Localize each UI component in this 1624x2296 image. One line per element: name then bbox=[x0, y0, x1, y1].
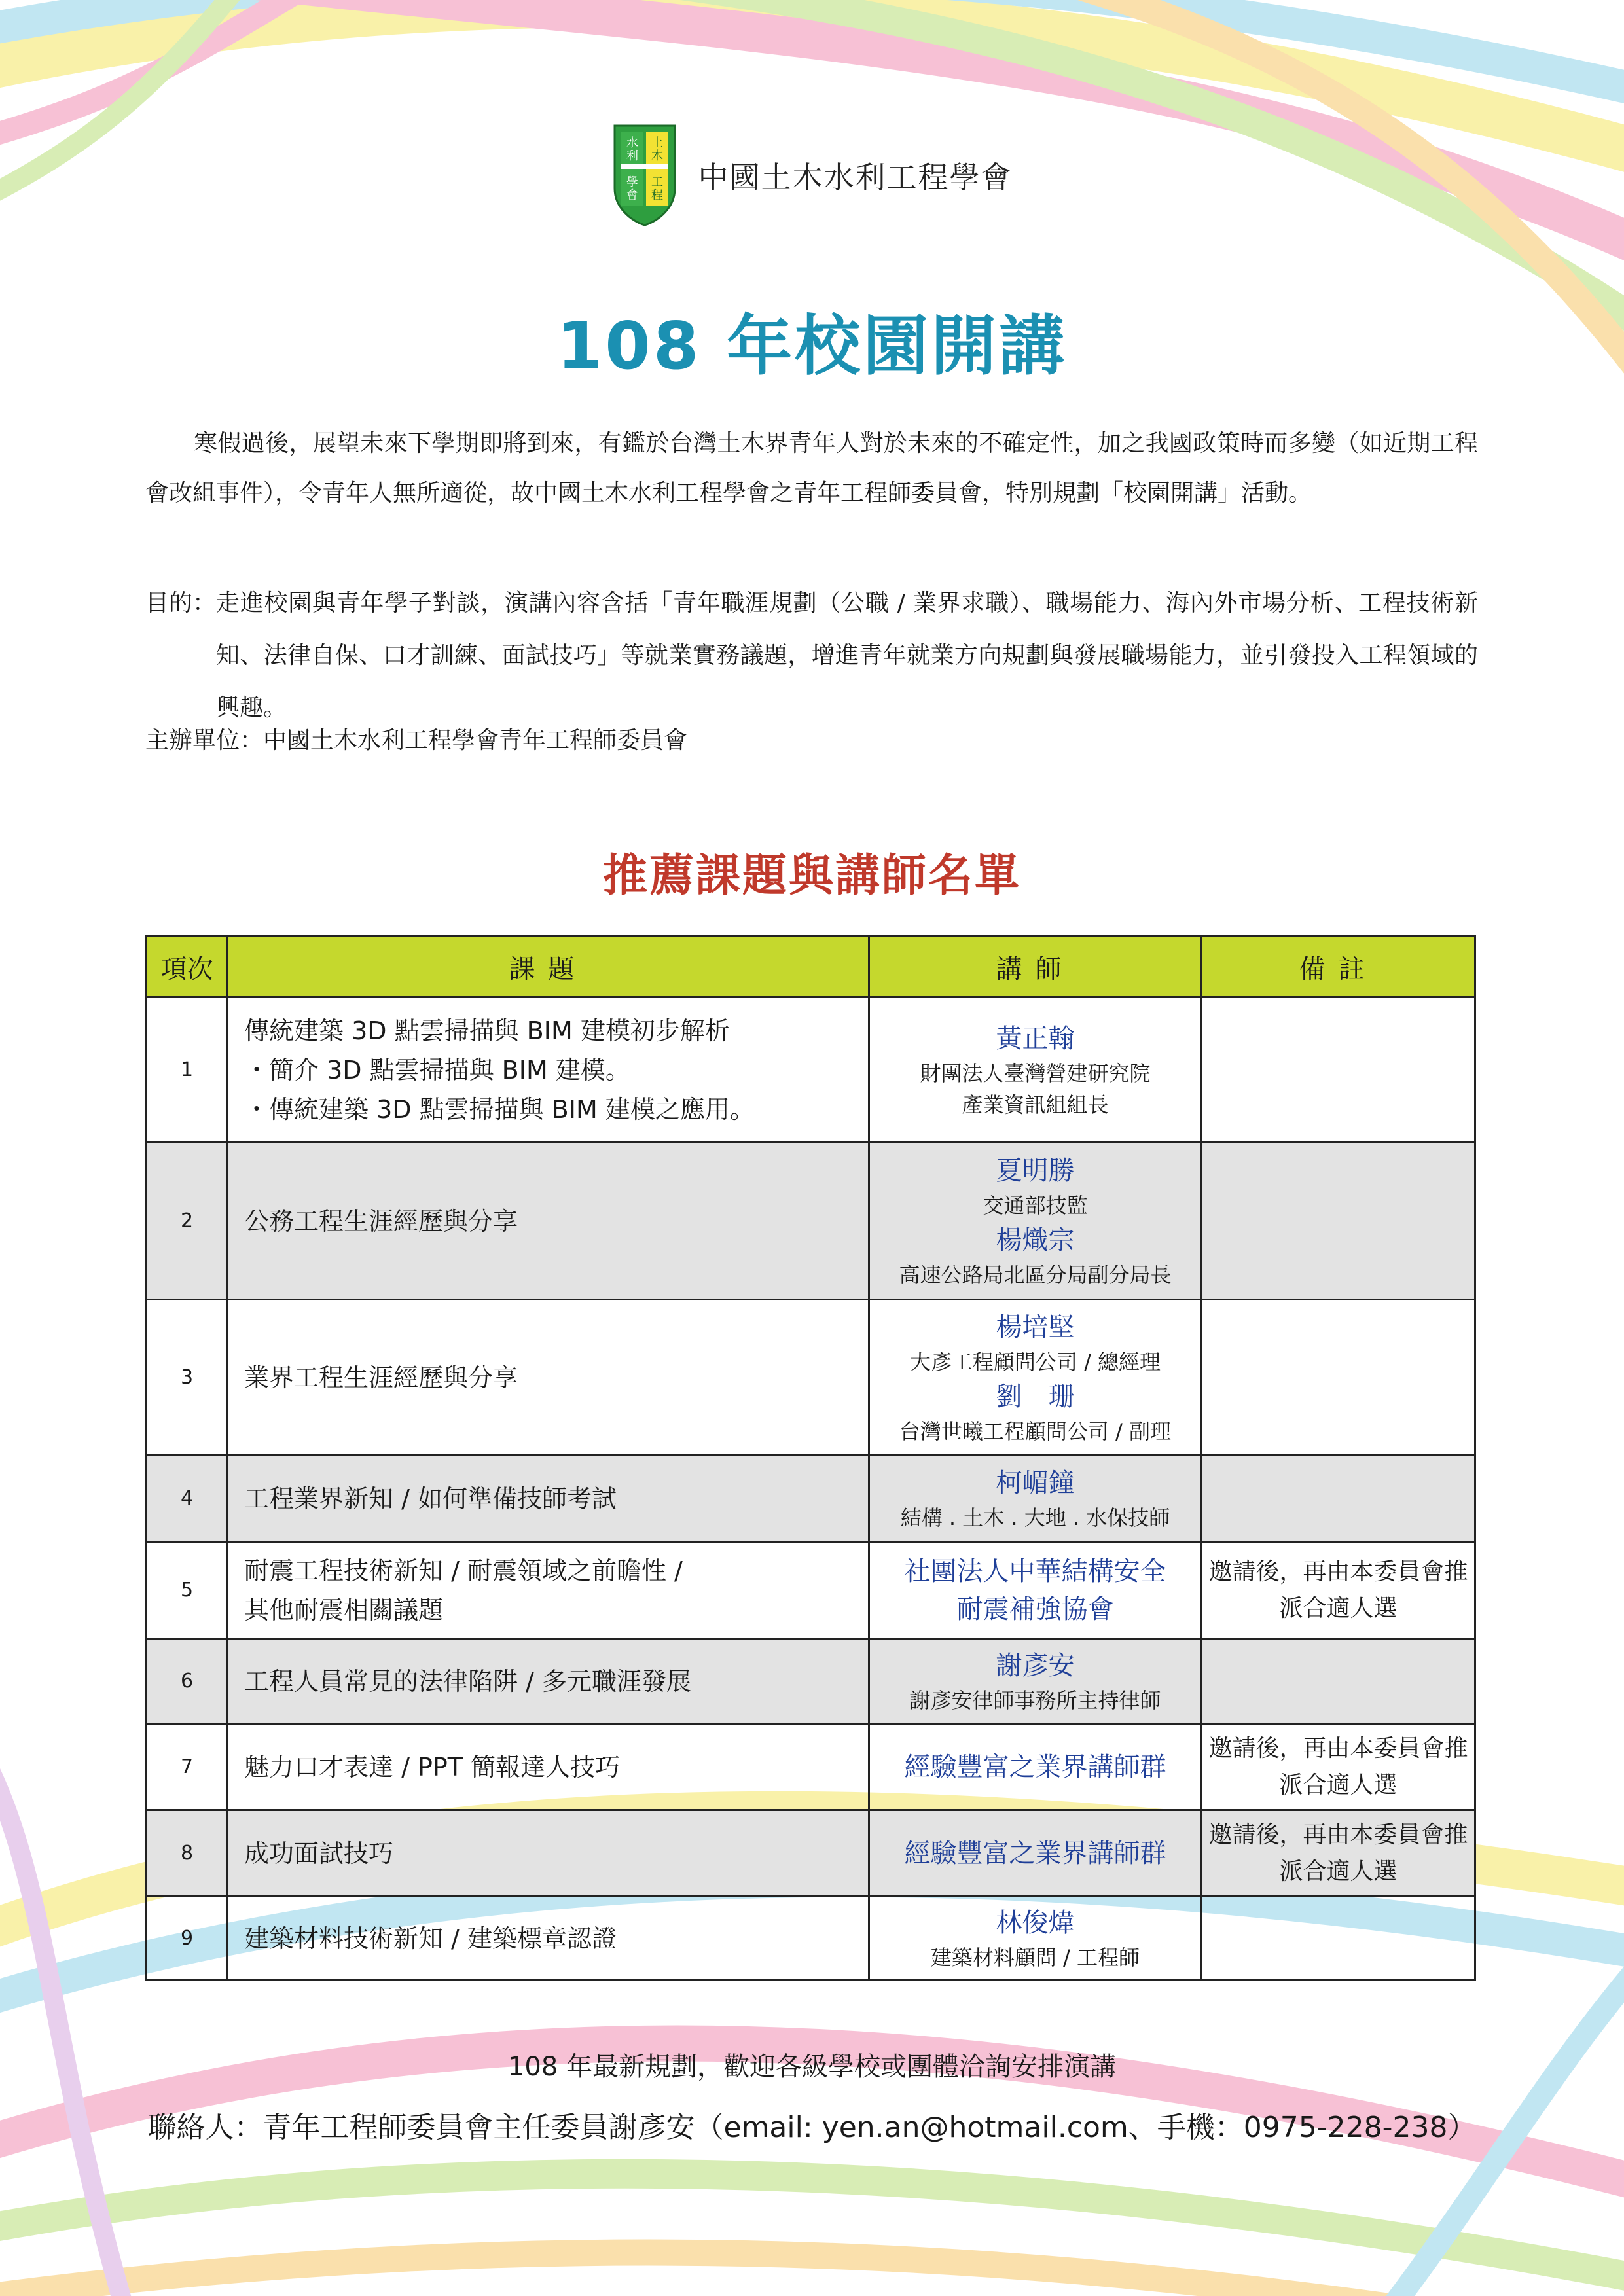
speaker-title: 交通部技監 bbox=[983, 1193, 1088, 1218]
row-no: 9 bbox=[147, 1897, 228, 1981]
row-topic: 工程業界新知 / 如何準備技師考試 bbox=[228, 1456, 869, 1542]
topic-line: 傳統建築 3D 點雲掃描與 BIM 建模初步解析 bbox=[244, 1016, 730, 1045]
speaker-title: 高速公路局北區分局副分局長 bbox=[899, 1262, 1172, 1287]
speaker-name: 耐震補強協會 bbox=[956, 1594, 1114, 1624]
row-speaker bbox=[869, 1897, 1202, 1981]
org-header bbox=[0, 123, 1624, 228]
table-row bbox=[147, 1810, 1475, 1897]
page-title: 108 年校園開講 bbox=[556, 308, 1068, 384]
svg-text:工: 工 bbox=[651, 175, 663, 189]
svg-text:土: 土 bbox=[651, 136, 663, 150]
host-organizer: 主辦單位：中國土木水利工程學會青年工程師委員會 bbox=[145, 727, 688, 754]
speaker-name: 社團法人中華結構安全 bbox=[904, 1556, 1166, 1587]
header-speaker: 講師 bbox=[869, 937, 1202, 997]
purpose-section bbox=[145, 577, 1478, 734]
row-note: 邀請後，再由本委員會推派合適人選 bbox=[1202, 1810, 1475, 1897]
svg-text:木: 木 bbox=[651, 149, 663, 163]
speaker-name: 林俊煒 bbox=[996, 1907, 1075, 1938]
row-topic: 業界工程生涯經歷與分享 bbox=[228, 1300, 869, 1456]
row-topic bbox=[228, 997, 869, 1143]
row-speaker bbox=[869, 1143, 1202, 1300]
svg-text:水: 水 bbox=[626, 136, 638, 150]
row-topic: 建築材料技術新知 / 建築標章認證 bbox=[228, 1897, 869, 1981]
row-no: 5 bbox=[147, 1542, 228, 1639]
speaker-name: 謝彥安 bbox=[996, 1650, 1075, 1681]
row-note bbox=[1202, 1639, 1475, 1724]
footer-contact: 聯絡人：青年工程師委員會主任委員謝彥安（email: yen.an@hotmail.com、手機：0975-228-238） bbox=[147, 2111, 1477, 2144]
table-row bbox=[147, 1897, 1475, 1981]
table-row bbox=[147, 1542, 1475, 1639]
row-speaker bbox=[869, 1810, 1202, 1897]
row-speaker bbox=[869, 1456, 1202, 1542]
row-speaker bbox=[869, 1300, 1202, 1456]
row-note bbox=[1202, 1300, 1475, 1456]
speaker-title: 大彥工程顧問公司 / 總經理 bbox=[909, 1349, 1161, 1374]
table-row bbox=[147, 997, 1475, 1143]
row-topic: 公務工程生涯經歷與分享 bbox=[228, 1143, 869, 1300]
intro-paragraph bbox=[145, 419, 1478, 518]
row-topic: 魅力口才表達 / PPT 簡報達人技巧 bbox=[228, 1724, 869, 1810]
topic-line: 其他耐震相關議題 bbox=[244, 1595, 444, 1624]
table-row bbox=[147, 1143, 1475, 1300]
intro-text: 寒假過後，展望未來下學期即將到來，有鑑於台灣土木界青年人對於未來的不確定性，加之我國政策時而多變（如近期工程會改組事件），令青年人無所適從，故中國土木水利工程學會之青年工程師委員會，特別規劃「校園開講」活動。 bbox=[145, 430, 1478, 507]
row-note bbox=[1202, 997, 1475, 1143]
topics-table bbox=[145, 935, 1476, 1981]
speaker-name: 柯嵋鐘 bbox=[996, 1467, 1075, 1498]
speaker-name: 楊熾宗 bbox=[996, 1225, 1075, 1255]
row-no: 8 bbox=[147, 1810, 228, 1897]
speaker-name: 劉 珊 bbox=[996, 1381, 1075, 1412]
speaker-name: 經驗豐富之業界講師群 bbox=[904, 1751, 1166, 1782]
purpose-text: 走進校園與青年學子對談，演講內容含括「青年職涯規劃（公職 / 業界求職）、職場能力、海內外市場分析、工程技術新知、法律自保、口才訓練、面試技巧」等就業實務議題，增進青年就業方向規劃與發展職場能力，並引發投入工程領域的興趣。 bbox=[216, 590, 1478, 721]
footer-invite: 108 年最新規劃，歡迎各級學校或團體洽詢安排演講 bbox=[507, 2052, 1117, 2082]
section-title: 推薦課題與講師名單 bbox=[602, 850, 1021, 902]
speaker-name: 夏明勝 bbox=[996, 1155, 1075, 1186]
svg-text:學: 學 bbox=[626, 175, 638, 189]
header-topic: 課題 bbox=[228, 937, 869, 997]
table-row bbox=[147, 1724, 1475, 1810]
speaker-name: 楊培堅 bbox=[996, 1312, 1075, 1342]
svg-text:程: 程 bbox=[651, 188, 663, 202]
table-row bbox=[147, 1456, 1475, 1542]
row-no: 1 bbox=[147, 997, 228, 1143]
row-speaker bbox=[869, 1542, 1202, 1639]
row-no: 3 bbox=[147, 1300, 228, 1456]
speaker-title: 謝彥安律師事務所主持律師 bbox=[909, 1687, 1161, 1713]
svg-text:利: 利 bbox=[626, 149, 638, 163]
row-speaker bbox=[869, 1724, 1202, 1810]
topic-line: 耐震工程技術新知 / 耐震領域之前瞻性 / bbox=[244, 1556, 683, 1585]
row-no: 6 bbox=[147, 1639, 228, 1724]
speaker-name: 經驗豐富之業界講師群 bbox=[904, 1838, 1166, 1869]
speaker-name: 黃正翰 bbox=[996, 1023, 1075, 1054]
row-note: 邀請後，再由本委員會推派合適人選 bbox=[1202, 1724, 1475, 1810]
row-no: 4 bbox=[147, 1456, 228, 1542]
row-note bbox=[1202, 1456, 1475, 1542]
speaker-title: 結構 . 土木 . 大地 . 水保技師 bbox=[900, 1505, 1170, 1530]
speaker-title: 產業資訊組組長 bbox=[962, 1092, 1109, 1117]
row-no: 2 bbox=[147, 1143, 228, 1300]
svg-text:會: 會 bbox=[626, 188, 638, 202]
header-note: 備註 bbox=[1202, 937, 1475, 997]
table-header-row bbox=[147, 937, 1475, 997]
org-name: 中國土木水利工程學會 bbox=[698, 160, 1013, 195]
row-topic bbox=[228, 1542, 869, 1639]
row-topic: 成功面試技巧 bbox=[228, 1810, 869, 1897]
table-row bbox=[147, 1639, 1475, 1724]
speaker-title: 財團法人臺灣營建研究院 bbox=[920, 1060, 1151, 1086]
table-row bbox=[147, 1300, 1475, 1456]
row-note bbox=[1202, 1897, 1475, 1981]
speaker-title: 建築材料顧問 / 工程師 bbox=[930, 1945, 1140, 1970]
row-note bbox=[1202, 1143, 1475, 1300]
row-topic: 工程人員常見的法律陷阱 / 多元職涯發展 bbox=[228, 1639, 869, 1724]
topic-line: ・簡介 3D 點雲掃描與 BIM 建模。 bbox=[244, 1055, 630, 1085]
row-no: 7 bbox=[147, 1724, 228, 1810]
speaker-title: 台灣世曦工程顧問公司 / 副理 bbox=[899, 1418, 1172, 1444]
purpose-label: 目的： bbox=[145, 590, 217, 617]
header-no: 項次 bbox=[147, 937, 228, 997]
org-logo-icon bbox=[612, 123, 677, 228]
row-speaker bbox=[869, 997, 1202, 1143]
row-note: 邀請後，再由本委員會推派合適人選 bbox=[1202, 1542, 1475, 1639]
topic-line: ・傳統建築 3D 點雲掃描與 BIM 建模之應用。 bbox=[244, 1094, 755, 1124]
row-speaker bbox=[869, 1639, 1202, 1724]
